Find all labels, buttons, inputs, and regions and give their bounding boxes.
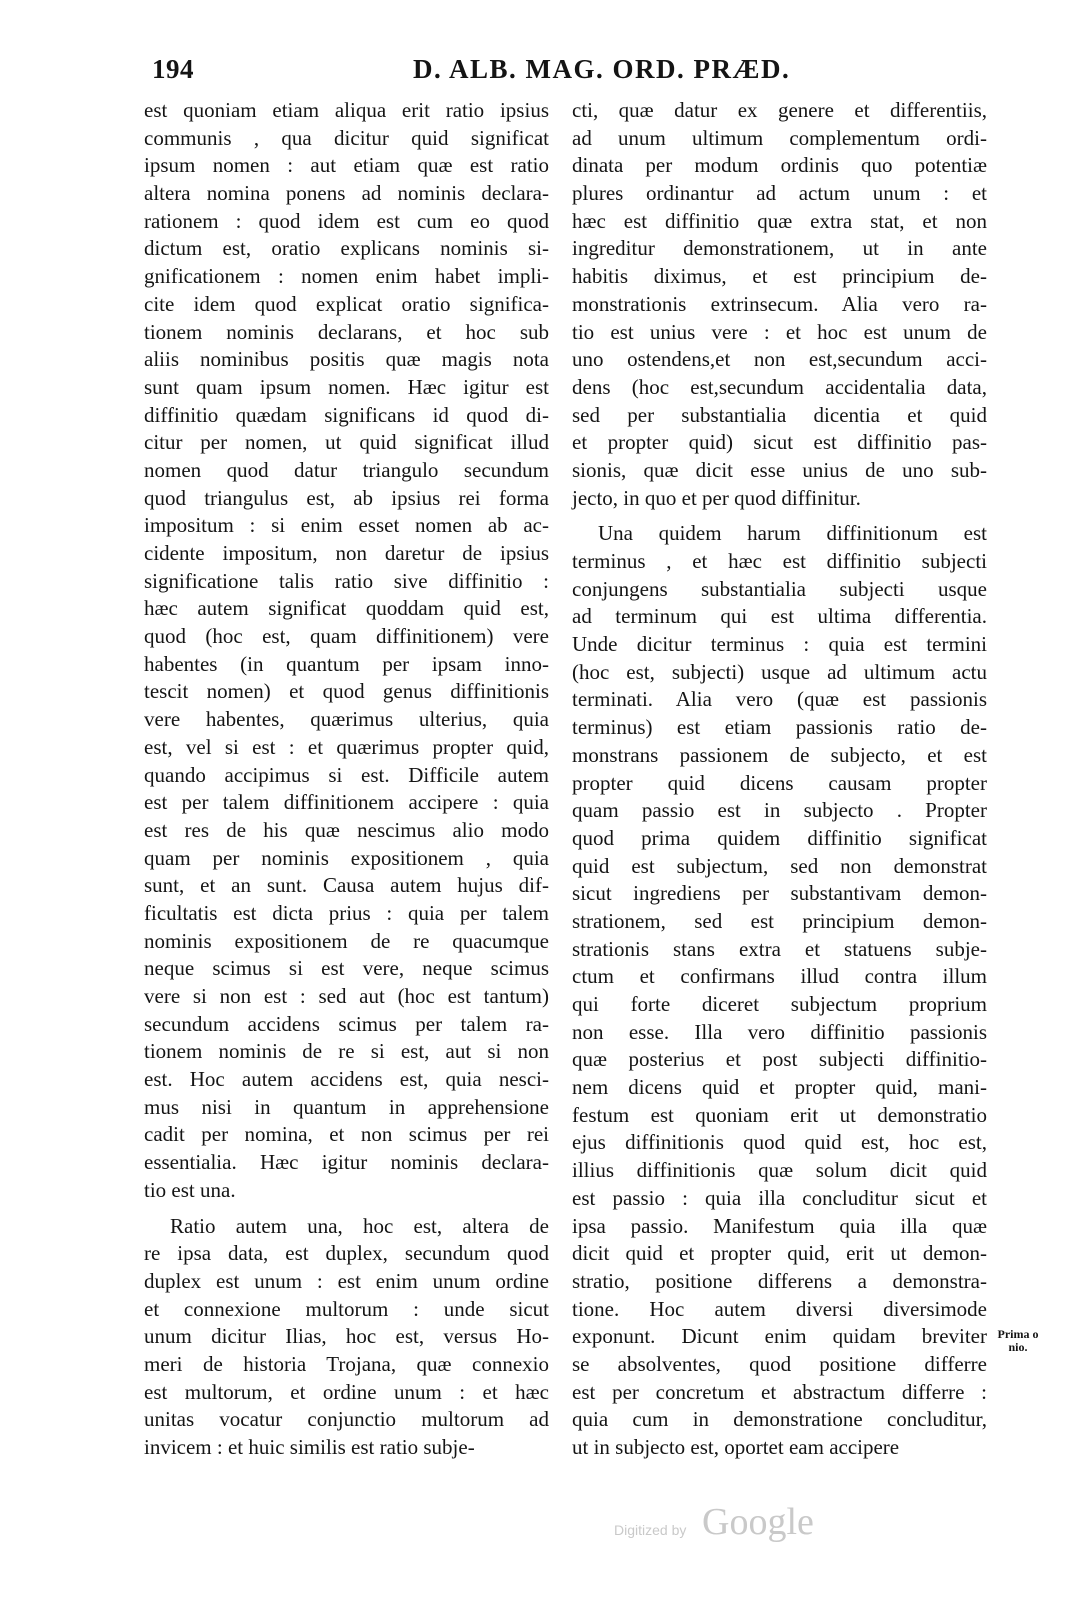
text-line: citur per nomen, ut quid significat illud <box>144 430 549 455</box>
text-line: hæc est diffinitio quæ extra stat, et non <box>572 208 987 233</box>
text-line: est, vel si est : et quærimus propter quid, <box>144 734 549 759</box>
text-line: meri de historia Trojana, quæ connexio <box>144 1351 549 1376</box>
text-line: nominis expositionem de re quacumque <box>144 928 549 953</box>
text-line: ad terminum qui est ultima differentia. <box>572 604 987 629</box>
text-line: habentes (in quantum per ipsam inno- <box>144 651 549 676</box>
text-line: est per concretum et abstractum differre : <box>572 1379 987 1404</box>
text-line: re ipsa data, est duplex, secundum quod <box>144 1241 549 1266</box>
text-line: altera nomina ponens ad nominis declara- <box>144 181 549 206</box>
text-line: ficultatis est dicta prius : quia per talem <box>144 900 549 925</box>
text-line: quæ posterius et post subjecti diffinitio- <box>572 1047 987 1072</box>
text-line: se absolventes, quod positione differre <box>572 1351 987 1376</box>
text-line: vere habentes, quærimus ulterius, quia <box>144 707 549 732</box>
text-line: ad unum ultimum complementum ordi- <box>572 125 987 150</box>
paragraph <box>572 97 987 512</box>
text-line: est res de his quæ nescimus alio modo <box>144 817 549 842</box>
text-line: Ratio autem una, hoc est, altera de <box>170 1213 549 1238</box>
text-line: dinata per modum ordinis quo potentiæ <box>572 153 987 178</box>
paragraph <box>144 1213 549 1462</box>
text-line: jecto, in quo et per quod diffinitur. <box>572 485 861 510</box>
text-line: et connexione multorum : unde sicut <box>144 1296 549 1321</box>
text-line: tio est unius vere : et hoc est unum de <box>572 319 987 344</box>
text-line: dicit quid et propter quid, erit ut demon- <box>572 1241 987 1266</box>
text-line: est quoniam etiam aliqua erit ratio ipsius <box>144 98 549 122</box>
text-line: tescit nomen) et quod genus diffinitionis <box>144 679 549 704</box>
watermark-prefix: Digitized by <box>614 1522 687 1538</box>
text-line: exponunt. Dicunt enim quidam breviter <box>572 1324 987 1349</box>
text-line: strationem, sed est principium demon- <box>572 908 987 933</box>
text-line: sicut ingrediens per substantivam demon- <box>572 881 987 906</box>
text-line: invicem : et huic similis est ratio subje- <box>144 1435 475 1459</box>
text-line: ipsum nomen : aut etiam quæ est ratio <box>144 153 549 178</box>
text-line: nomen quod datur triangulo secundum <box>144 457 549 482</box>
paragraph <box>572 520 987 1461</box>
text-line: monstrationis extrinsecum. Alia vero ra- <box>572 291 987 316</box>
text-line: et propter quid) sicut est diffinitio pas- <box>572 430 987 455</box>
text-line: cadit per nomina, et non scimus per rei <box>144 1122 549 1147</box>
text-line: qui forte diceret subjectum proprium <box>572 992 987 1016</box>
page-header <box>0 50 1073 90</box>
text-line: quam passio est in subjecto . Propter <box>572 798 987 823</box>
digitized-watermark <box>614 1500 914 1550</box>
text-line: est multorum, et ordine unum : et hæc <box>144 1379 549 1404</box>
text-line: non esse. Illa vero diffinitio passionis <box>572 1019 987 1044</box>
text-line: est passio : quia illa concluditur sicut et <box>572 1185 987 1210</box>
text-line: quam per nominis expositionem , quia <box>144 845 549 870</box>
text-line: stratio, positione differens a demonstra- <box>572 1268 987 1293</box>
text-line: illius diffinitionis quæ solum dicit quid <box>572 1158 987 1183</box>
text-line: tione. Hoc autem diversi diversimode <box>572 1296 987 1321</box>
text-line: sed per substantialia dicentia et quid <box>572 402 987 427</box>
text-line: secundum accidens scimus per talem ra- <box>144 1011 549 1036</box>
text-line: neque scimus si est vere, neque scimus <box>144 956 549 981</box>
text-line: quod prima quidem diffinitio significat <box>572 825 987 850</box>
text-line: sunt, et an sunt. Causa autem hujus dif- <box>144 873 549 898</box>
text-line: Una quidem harum diffinitionum est <box>598 521 987 546</box>
right-column <box>572 97 987 1462</box>
text-line: communis , qua dicitur quid significat <box>144 125 549 150</box>
text-line: ut in subjecto est, oportet eam accipere <box>572 1435 900 1459</box>
text-line: ingreditur demonstrationem, ut in ante <box>572 236 987 261</box>
text-line: significatione talis ratio sive diffinitio : <box>144 568 549 593</box>
margin-note <box>983 1328 1053 1354</box>
text-line: ejus diffinitionis quod quid est, hoc est, <box>572 1130 987 1155</box>
text-line: ipsa passio. Manifestum quia illa quæ <box>572 1213 987 1238</box>
text-line: strationis stans extra et statuens subje- <box>572 936 987 961</box>
text-line: gnificationem : nomen enim habet impli- <box>144 264 549 289</box>
text-line: mus nisi in quantum in apprehensione <box>144 1094 549 1119</box>
text-line: quid est subjectum, sed non demonstrat <box>572 853 987 878</box>
text-line: propter quid dicens causam propter <box>572 770 987 795</box>
text-line: quando accipimus si est. Difficile autem <box>144 762 549 787</box>
text-line: dictum est, oratio explicans nominis si- <box>144 236 549 261</box>
text-line: quia cum in demonstratione concluditur, <box>572 1407 987 1432</box>
text-line: terminati. Alia vero (quæ est passionis <box>572 687 987 712</box>
text-line: cti, quæ datur ex genere et differentiis, <box>572 98 987 122</box>
text-line: essentialia. Hæc igitur nominis declara- <box>144 1150 549 1175</box>
text-line: cidente impositum, non daretur de ipsius <box>144 541 549 565</box>
text-line: festum est quoniam erit ut demonstratio <box>572 1102 987 1127</box>
text-line: est. Hoc autem accidens est, quia nesci- <box>144 1067 549 1092</box>
text-line: Unde dicitur terminus : quia est termini <box>572 632 987 657</box>
margin-note-line: nio. <box>1008 1340 1028 1354</box>
google-logo: Google <box>702 1501 814 1543</box>
text-line: tionem nominis de re si est, aut si non <box>144 1039 549 1064</box>
text-line: impositum : si enim esset nomen ab ac- <box>144 513 549 538</box>
text-line: plures ordinantur ad actum unum : et <box>572 181 987 206</box>
text-line: unitas vocatur conjunctio multorum ad <box>144 1407 549 1432</box>
text-line: duplex est unum : est enim unum ordine <box>144 1268 549 1293</box>
text-line: vere si non est : sed aut (hoc est tantum) <box>144 984 549 1008</box>
text-line: terminus) est etiam passionis ratio de- <box>572 715 987 740</box>
running-head: D. ALB. MAG. ORD. PRÆD. <box>413 54 791 84</box>
text-line: est per talem diffinitionem accipere : quia <box>144 790 549 815</box>
text-line: habitis diximus, et est principium de- <box>572 264 987 289</box>
text-line: diffinitio quædam significans id quod di- <box>144 402 549 427</box>
text-line: terminus , et hæc est diffinitio subjecti <box>572 549 987 573</box>
text-line: dens (hoc est,secundum accidentalia data, <box>572 374 987 399</box>
text-line: quod (hoc est, quam diffinitionem) vere <box>144 624 549 649</box>
text-line: ctum et confirmans illud contra illum <box>572 964 987 989</box>
paragraph <box>144 97 549 1205</box>
left-column <box>144 97 549 1462</box>
text-line: quod triangulus est, ab ipsius rei forma <box>144 485 549 510</box>
text-line: nem dicens quid et propter quid, mani- <box>572 1075 987 1100</box>
text-line: sunt quam ipsum nomen. Hæc igitur est <box>144 374 549 399</box>
page-number: 194 <box>152 54 194 84</box>
text-line: hæc autem significat quoddam quid est, <box>144 596 549 621</box>
text-line: (hoc est, subjecti) usque ad ultimum actu <box>572 659 987 684</box>
margin-note-line: Prima o <box>997 1327 1039 1341</box>
text-line: uno ostendens,et non est,secundum acci- <box>572 347 987 372</box>
text-line: sionis, quæ dicit esse unius de uno sub- <box>572 457 987 482</box>
text-line: conjungens substantialia subjecti usque <box>572 576 987 601</box>
text-line: aliis nominibus positis quæ magis nota <box>144 347 549 372</box>
text-line: tio est una. <box>144 1177 236 1202</box>
text-line: unum dicitur Ilias, hoc est, versus Ho- <box>144 1324 549 1349</box>
text-line: tionem nominis declarans, et hoc sub <box>144 319 549 344</box>
text-line: cite idem quod explicat oratio significa- <box>144 291 549 316</box>
text-line: rationem : quod idem est cum eo quod <box>144 208 549 233</box>
text-line: monstrans passionem de subjecto, et est <box>572 742 987 767</box>
